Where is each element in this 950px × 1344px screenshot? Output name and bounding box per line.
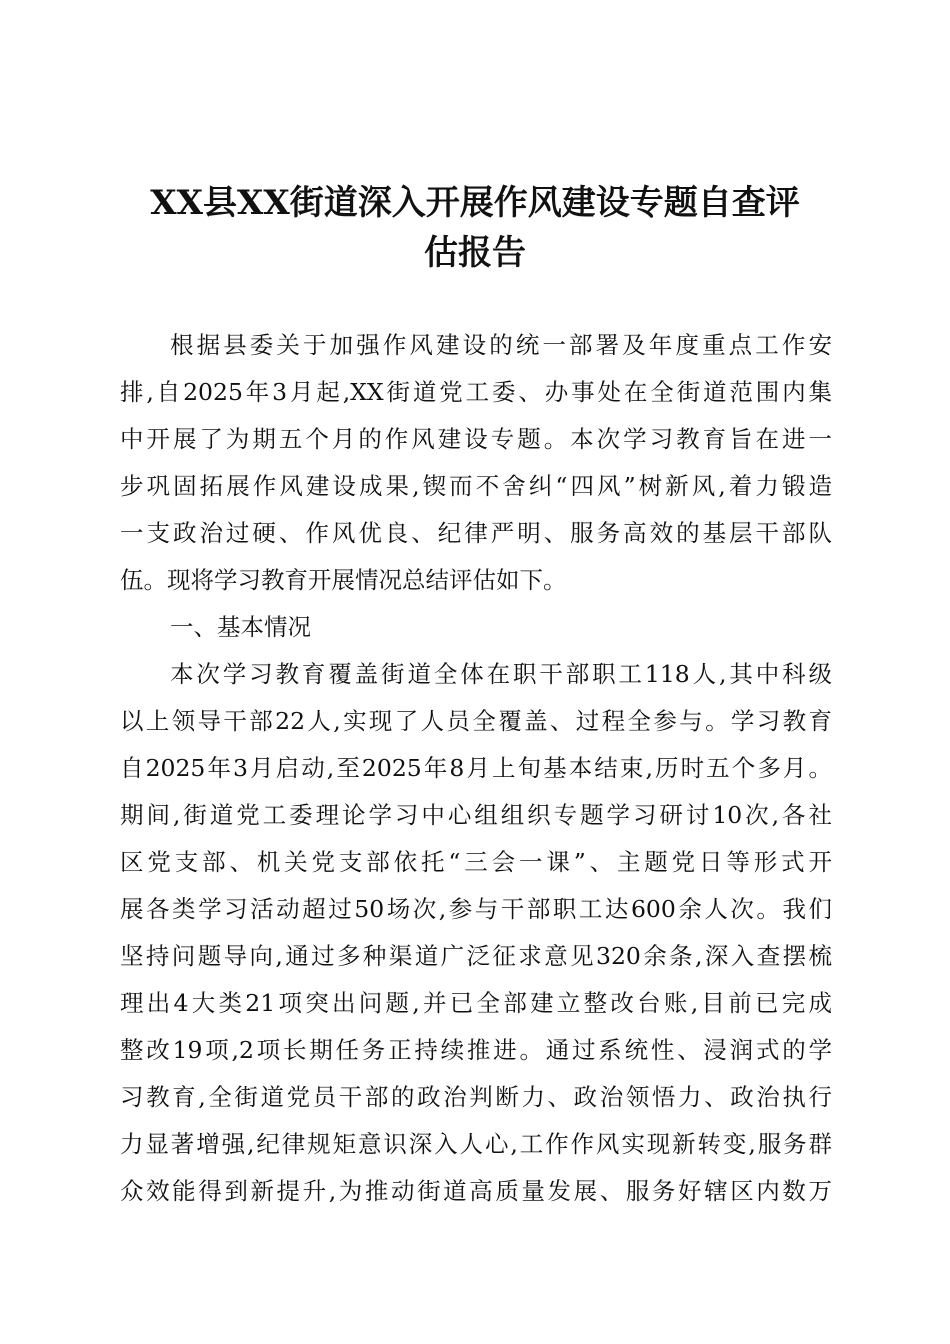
paragraph-line: 本次学习教育覆盖街道全体在职干部职工118人,其中科级 — [170, 660, 832, 688]
title-line-2: 估报告 — [424, 233, 526, 273]
paragraph-line: 排,自2025年3月起,XX街道党工委、办事处在全街道范围内集 — [120, 378, 832, 406]
title-line-1: XX县XX街道深入开展作风建设专题自查评 — [150, 183, 800, 223]
intro-paragraph — [120, 322, 832, 604]
paragraph-line: 根据县委关于加强作风建设的统一部署及年度重点工作安 — [170, 331, 832, 359]
section-heading-basic-situation: 一、基本情况 — [170, 613, 311, 641]
basic-situation-paragraph — [120, 651, 832, 1215]
paragraph-line: 伍。现将学习教育开展情况总结评估如下。 — [120, 566, 567, 594]
paragraph-line: 中开展了为期五个月的作风建设专题。本次学习教育旨在进一 — [120, 425, 832, 453]
paragraph-line: 展各类学习活动超过50场次,参与干部职工达600余人次。我们 — [120, 895, 832, 923]
document-title — [100, 178, 850, 278]
paragraph-line: 以上领导干部22人,实现了人员全覆盖、过程全参与。学习教育 — [120, 707, 832, 735]
paragraph-line: 整改19项,2项长期任务正持续推进。通过系统性、浸润式的学 — [120, 1036, 832, 1064]
paragraph-line: 期间,街道党工委理论学习中心组组织专题学习研讨10次,各社 — [120, 801, 832, 829]
paragraph-line: 一支政治过硬、作风优良、纪律严明、服务高效的基层干部队 — [120, 519, 832, 547]
paragraph-line: 理出4大类21项突出问题,并已全部建立整改台账,目前已完成 — [120, 989, 832, 1017]
paragraph-line: 自2025年3月启动,至2025年8月上旬基本结束,历时五个多月。 — [120, 754, 832, 782]
paragraph-line: 力显著增强,纪律规矩意识深入人心,工作作风实现新转变,服务群 — [120, 1130, 832, 1158]
document-body — [120, 322, 832, 1215]
paragraph-line: 步巩固拓展作风建设成果,锲而不舍纠“四风”树新风,着力锻造 — [120, 472, 832, 500]
paragraph-line: 习教育,全街道党员干部的政治判断力、政治领悟力、政治执行 — [120, 1083, 832, 1111]
paragraph-line: 区党支部、机关党支部依托“三会一课”、主题党日等形式开 — [120, 848, 832, 876]
paragraph-line: 众效能得到新提升,为推动街道高质量发展、服务好辖区内数万 — [120, 1177, 832, 1205]
paragraph-line: 坚持问题导向,通过多种渠道广泛征求意见320余条,深入查摆梳 — [120, 942, 832, 970]
